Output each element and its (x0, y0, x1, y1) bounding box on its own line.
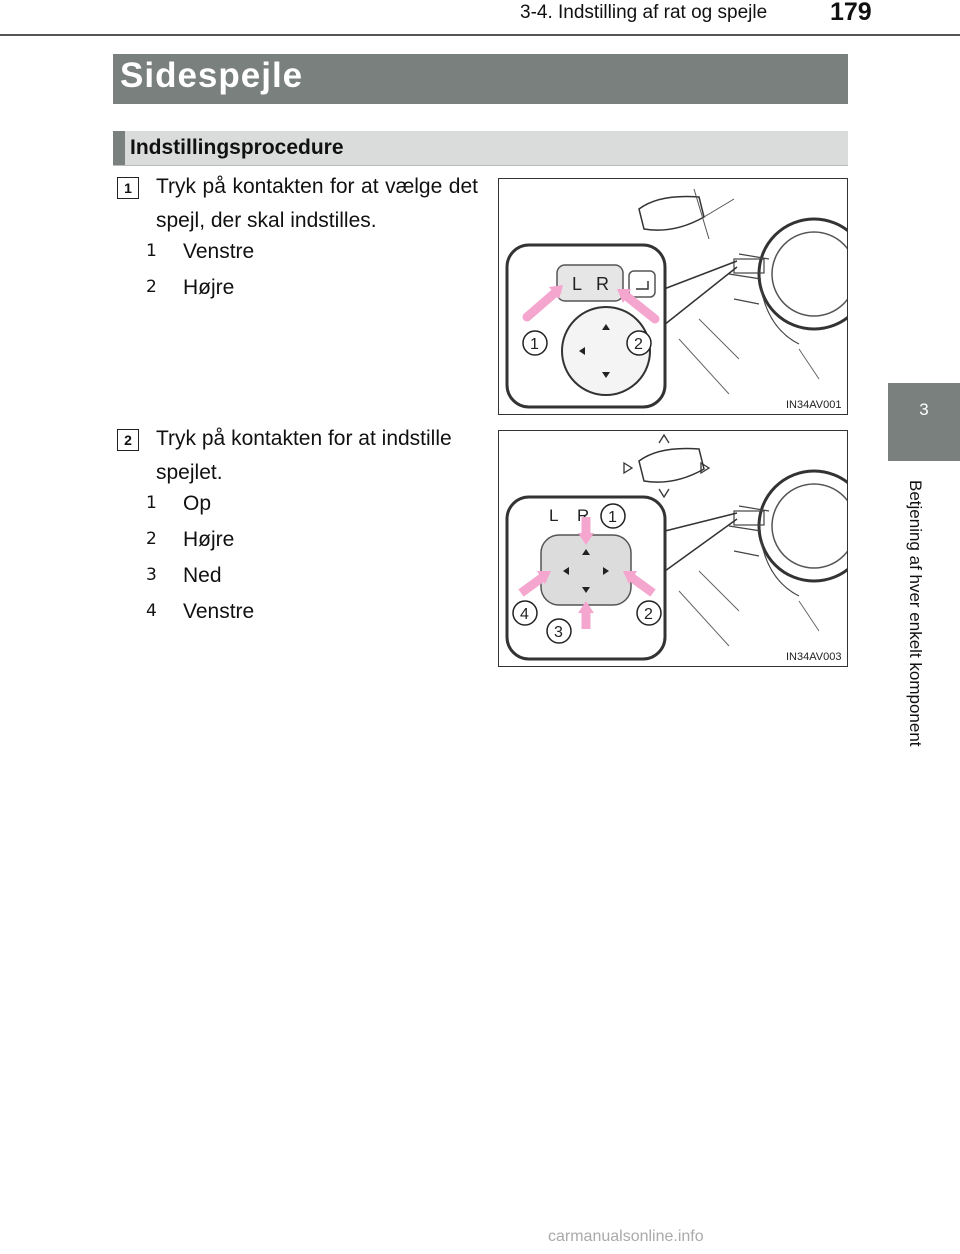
page-title: Sidespejle (120, 56, 304, 95)
callout-number: 1 (608, 509, 617, 526)
step-number-box: 2 (117, 429, 139, 451)
steering-wheel-inner (772, 232, 848, 316)
chapter-tab (888, 383, 960, 461)
fold-button (629, 271, 655, 297)
chapter-title: Betjening af hver enkelt komponent (906, 480, 925, 747)
chapter-number: 3 (919, 400, 929, 419)
dashboard-lines (679, 571, 819, 646)
item-label: Op (183, 492, 212, 515)
switch-label-l: L (549, 506, 559, 525)
figure-mirror-select (498, 178, 848, 415)
page-number: 179 (830, 0, 872, 26)
section-header: 3-4. Indstilling af rat og spejle (520, 2, 768, 23)
switch-label-l: L (572, 274, 583, 294)
figure-mirror-adjust (498, 430, 848, 667)
figure-id: IN34AV001 (786, 399, 842, 411)
lr-switch (557, 265, 623, 301)
item-label: Højre (183, 276, 235, 299)
steering-wheel-inner (772, 484, 848, 568)
step-number-box: 1 (117, 177, 139, 199)
subtitle: Indstillingsprocedure (130, 136, 344, 159)
footer-watermark: carmanualsonline.info (548, 1228, 704, 1245)
item-number: 2 (146, 529, 157, 549)
side-mirror (639, 197, 704, 231)
callout-number: 2 (634, 336, 643, 353)
side-mirror (639, 449, 704, 483)
figure-id: IN34AV003 (786, 651, 842, 663)
callout-lines (659, 261, 737, 329)
callout-number: 1 (530, 336, 539, 353)
callout-lines (665, 513, 737, 571)
switch-label-r: R (577, 506, 590, 525)
dashboard-lines (679, 319, 819, 394)
header-rule (0, 34, 960, 36)
item-number: 1 (146, 493, 157, 513)
subtitle-accent (113, 131, 125, 165)
item-label: Ned (183, 564, 222, 587)
callout-number: 2 (644, 606, 653, 623)
switch-label-r: R (596, 274, 609, 294)
callout-number: 4 (520, 606, 529, 623)
adjust-pad (541, 535, 631, 605)
item-number: 3 (146, 565, 157, 585)
item-label: Højre (183, 528, 235, 551)
door-line (694, 189, 734, 239)
item-number: 2 (146, 277, 157, 297)
step-2-text: Tryk på kontakten for at indstille spejlet. (156, 427, 452, 484)
item-number: 1 (146, 241, 157, 261)
chapter-title-vertical (905, 480, 945, 800)
callout-number: 3 (554, 624, 563, 641)
item-number: 4 (146, 601, 157, 621)
item-label: Venstre (183, 240, 255, 263)
step-1-text: Tryk på kontakten for at vælge det spejl, der skal indstilles. (156, 175, 478, 232)
item-label: Venstre (183, 600, 255, 623)
mirror-direction-arrows (624, 435, 709, 497)
